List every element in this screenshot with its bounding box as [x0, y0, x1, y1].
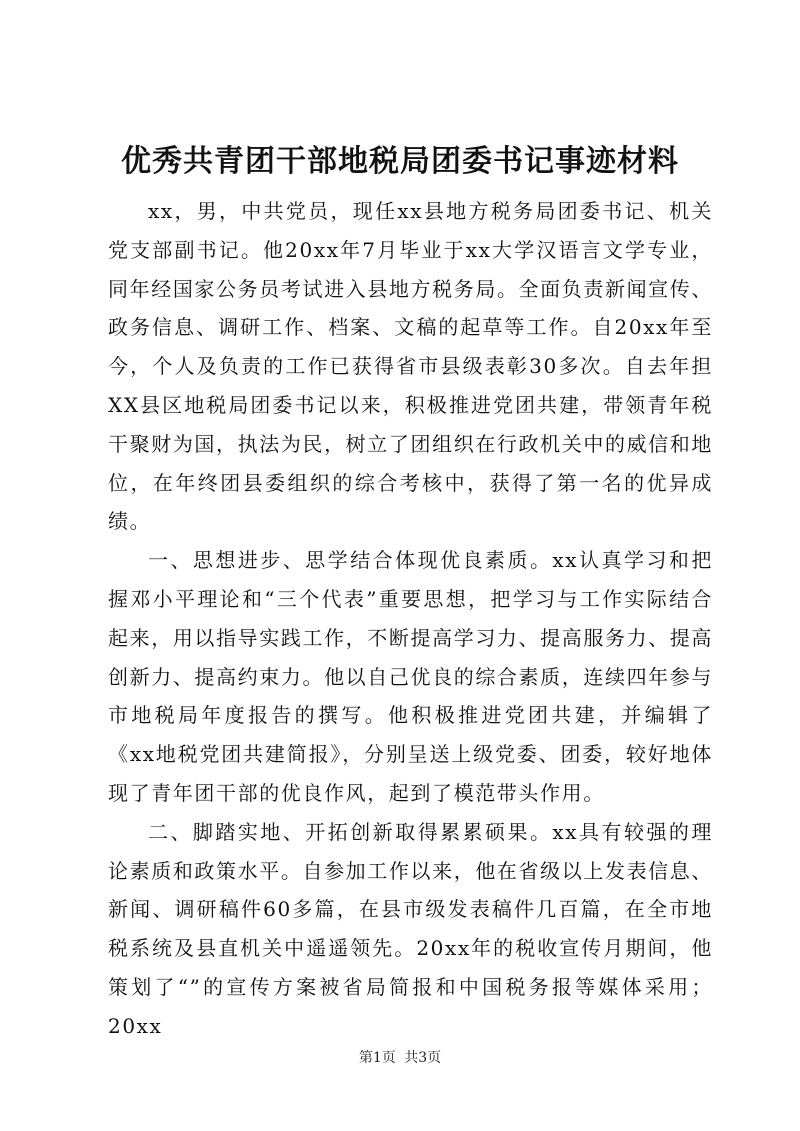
- page-total: 共3页: [404, 1050, 442, 1066]
- page-number: 第1页: [358, 1050, 396, 1066]
- paragraph-intro: xx，男，中共党员，现任xx县地方税务局团委书记、机关党支部副书记。他20xx年7月毕业于xx大学汉语言文学专业，同年经国家公务员考试进入县地方税务局。全面负责新闻宣传、政务信息、调研工作、档案、文稿的起草等工作。自20xx年至今，个人及负责的工作已获得省市县级表彰30多次。自去年担XX县区地税局团委书记以来，积极推进党团共建，带领青年税干聚财为国，执法为民，树立了团组织在行政机关中的威信和地位，在年终团县委组织的综合考核中，获得了第一名的优异成绩。: [108, 199, 713, 534]
- page-footer: [0, 1048, 800, 1068]
- document-title: 优秀共青团干部地税局团委书记事迹材料: [121, 144, 679, 179]
- paragraph-section-one: 一、思想进步、思学结合体现优良素质。xx认真学习和把握邓小平理论和“三个代表”重要思想，把学习与工作实际结合起来，用以指导实践工作，不断提高学习力、提高服务力、提高创新力、提高约束力。他以自己优良的综合素质，连续四年参与市地税局年度报告的撰写。他积极推进党团共建，并编辑了《xx地税党团共建简报》，分别呈送上级党委、团委，较好地体现了青年团干部的优良作风，起到了模范带头作用。: [108, 548, 713, 805]
- document-body: [108, 192, 713, 1046]
- paragraph-section-two: 二、脚踏实地、开拓创新取得累累硕果。xx具有较强的理论素质和政策水平。自参加工作以来，他在省级以上发表信息、新闻、调研稿件60多篇，在县市级发表稿件几百篇，在全市地税系统及县直机关中遥遥领先。20xx年的税收宣传月期间，他策划了“”的宣传方案被省局简报和中国税务报等媒体采用；20xx: [108, 819, 713, 1038]
